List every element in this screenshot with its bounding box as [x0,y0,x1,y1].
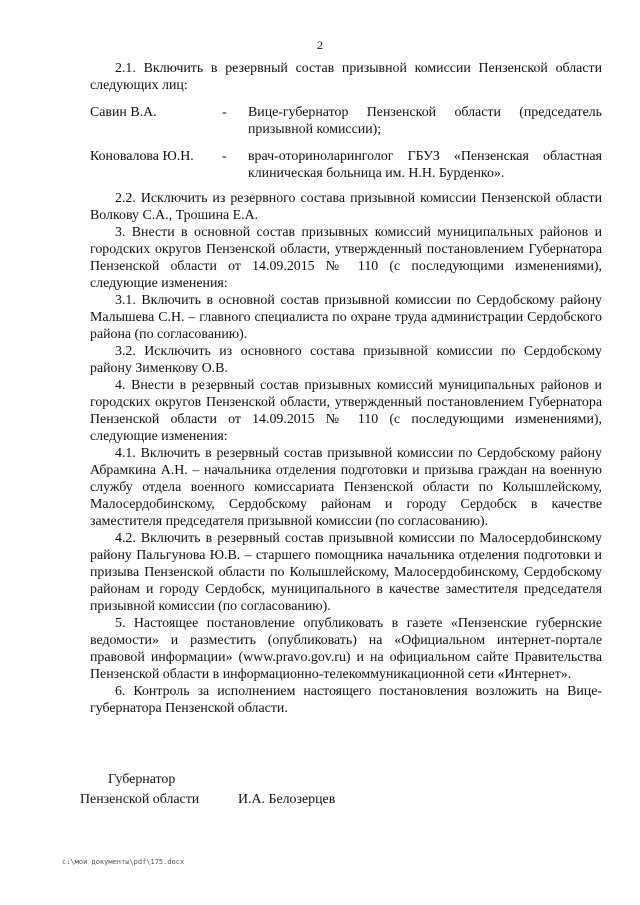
signature-block [80,770,335,810]
document-body [90,60,602,717]
person-role: врач-оториноларинголог ГБУЗ «Пензенская областная клиническая больница им. Н.Н. Бурденко». [248,149,602,181]
signature-org: Пензенской области [80,792,200,807]
signature-line [80,790,335,810]
clause-6: 6. Контроль за исполнением настоящего постановления возложить на Вице-губернатора Пензенской области. [90,684,602,716]
clause-4: 4. Внести в резервный состав призывных комиссий муниципальных районов и городских округов Пензенской области, утвержденный постановлением Губернатора Пензенской области от 14.09.2015 № 110 (с последующими изменениями), следующие изменения: [90,378,602,444]
person-role: Вице-губернатор Пензенской области (председатель призывной комиссии); [248,105,602,137]
person-dash: - [222,149,227,164]
signature-name: И.А. Белозерцев [238,792,336,807]
clause-3: 3. Внести в основной состав призывных комиссий муниципальных районов и городских округов Пензенской области, утвержденный постановлением Губернатора Пензенской области от 14.09.2015 № 110 (с последующими изменениями), следующие изменения: [90,225,602,291]
clause-3-1: 3.1. Включить в основной состав призывной комиссии по Сердобскому району Малышева С.Н. – главного специалиста по охране труда администрации Сердобского района (по согласованию). [90,293,602,342]
page-number: 2 [317,38,323,52]
clause-2-2: 2.2. Исключить из резервного состава призывной комиссии Пензенской области Волкову С.А., Трошина Е.А. [90,191,602,223]
signature-title: Губернатор [108,772,176,787]
person-row [90,104,602,138]
clause-3-2: 3.2. Исключить из основного состава призывной комиссии по Сердобскому району Зименкову О.В. [90,344,602,376]
clause-4-1: 4.1. Включить в резервный состав призывной комиссии по Сердобскому району Абрамкина А.Н. – начальника отделения подготовки и призыва граждан на военную службу отдела военного комиссариата Пензенской области по Колышлейскому, Малосердобинскому, Сердобскому районам и городу Сердобск в качестве заместителя председателя призывной комиссии (по согласованию). [90,446,602,529]
clause-2-1: 2.1. Включить в резервный состав призывной комиссии Пензенской области следующих лиц: [90,61,602,93]
footer-file-path: c:\мои документы\pdf\175.docx [62,858,185,866]
person-name: Коновалова Ю.Н. [90,149,194,164]
person-name: Савин В.А. [90,105,157,120]
person-row [90,148,602,182]
clause-4-2: 4.2. Включить в резервный состав призывной комиссии по Малосердобинскому району Пальгунова Ю.В. – старшего помощника начальника отделения подготовки и призыва Пензенской области по Колышлейскому, Малосердобинскому, Сердобскому районам и городу Сердобск, муниципального в качестве заместителя председателя призывной комиссии (по согласованию). [90,531,602,614]
person-dash: - [222,105,227,120]
clause-5: 5. Настоящее постановление опубликовать в газете «Пензенские губернские ведомости» и разместить (опубликовать) на «Официальном интернет-портале правовой информации» (www.pravo.gov.ru) и на официальном сайте Правительства Пензенской области в информационно-телекоммуникационной сети «Интернет». [90,616,602,682]
